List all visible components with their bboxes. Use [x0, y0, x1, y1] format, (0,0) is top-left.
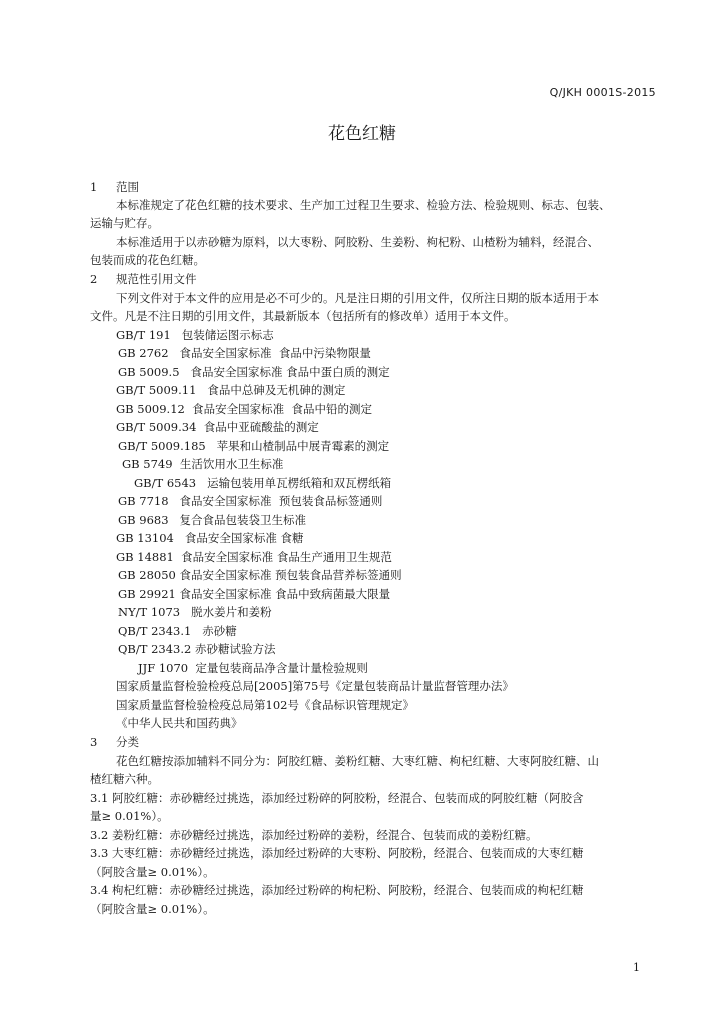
reference-item: GB/T 6543 运输包装用单瓦楞纸箱和双瓦楞纸箱 [134, 476, 392, 490]
reference-item: GB 29921 食品安全国家标准 食品中致病菌最大限量 [118, 587, 391, 601]
paragraph-line: 文件。凡是不注日期的引用文件，其最新版本（包括所有的修改单）适用于本文件。 [90, 309, 516, 323]
section-heading-1 [90, 180, 139, 194]
paragraph-line: 花色红糖按添加辅料不同分为：阿胶红糖、姜粉红糖、大枣红糖、枸杞红糖、大枣阿胶红糖、山 [116, 754, 599, 768]
section-heading-2 [90, 272, 197, 286]
clause-line: 3.2 姜粉红糖：赤砂糖经过挑选，添加经过粉碎的姜粉，经混合、包装而成的姜粉红糖。 [90, 828, 538, 842]
paragraph-line: 楂红糖六种。 [90, 772, 159, 786]
reference-item: GB 14881 食品安全国家标准 食品生产通用卫生规范 [116, 550, 392, 564]
reference-item: GB 9683 复合食品包装袋卫生标准 [118, 513, 307, 527]
paragraph-line: 包装而成的花色红糖。 [90, 253, 205, 267]
standard-code: Q/JKH 0001S-2015 [549, 86, 656, 99]
reference-item: 国家质量监督检验检疫总局[2005]第75号《定量包装商品计量监督管理办法》 [116, 679, 514, 693]
reference-item: JJF 1070 定量包装商品净含量计量检验规则 [138, 661, 368, 675]
clause-line: 量≥ 0.01%）。 [90, 809, 169, 823]
reference-item: 《中华人民共和国药典》 [116, 716, 243, 730]
reference-item: GB 2762 食品安全国家标准 食品中污染物限量 [118, 346, 371, 360]
reference-item: GB/T 5009.11 食品中总砷及无机砷的测定 [116, 383, 346, 397]
reference-item: QB/T 2343.1 赤砂糖 [118, 624, 237, 638]
clause-line: （阿胶含量≥ 0.01%）。 [90, 865, 215, 879]
reference-item: GB/T 5009.185 苹果和山楂制品中展青霉素的测定 [118, 439, 390, 453]
reference-item: GB/T 191 包装储运图示标志 [116, 328, 274, 342]
paragraph-line: 下列文件对于本文件的应用是必不可少的。凡是注日期的引用文件，仅所注日期的版本适用于本 [116, 291, 599, 305]
section-title: 范围 [116, 180, 139, 194]
clause-line: （阿胶含量≥ 0.01%）。 [90, 902, 215, 916]
reference-item: GB 28050 食品安全国家标准 预包装食品营养标签通则 [118, 568, 402, 582]
clause-line: 3.4 枸杞红糖：赤砂糖经过挑选，添加经过粉碎的枸杞粉、阿胶粉，经混合、包装而成的枸杞红糖 [90, 883, 584, 897]
section-number: 1 [90, 180, 98, 194]
reference-item: GB 13104 食品安全国家标准 食糖 [116, 531, 304, 545]
reference-item: GB 5009.12 食品安全国家标准 食品中铅的测定 [116, 402, 372, 416]
clause-line: 3.1 阿胶红糖：赤砂糖经过挑选，添加经过粉碎的阿胶粉，经混合、包装而成的阿胶红糖（阿胶含 [90, 791, 584, 805]
section-heading-3 [90, 735, 139, 749]
paragraph-line: 本标准适用于以赤砂糖为原料，以大枣粉、阿胶粉、生姜粉、枸杞粉、山楂粉为辅料，经混合、 [116, 235, 599, 249]
reference-item: GB 5009.5 食品安全国家标准 食品中蛋白质的测定 [118, 365, 390, 379]
paragraph-line: 运输与贮存。 [90, 216, 159, 230]
section-title: 规范性引用文件 [116, 272, 197, 286]
page-number: 1 [633, 961, 640, 974]
section-number: 3 [90, 735, 98, 749]
document-title: 花色红糖 [328, 124, 396, 144]
reference-item: GB 5749 生活饮用水卫生标准 [122, 457, 284, 471]
section-number: 2 [90, 272, 98, 286]
clause-line: 3.3 大枣红糖：赤砂糖经过挑选，添加经过粉碎的大枣粉、阿胶粉，经混合、包装而成的大枣红糖 [90, 846, 584, 860]
reference-item: GB 7718 食品安全国家标准 预包装食品标签通则 [118, 494, 383, 508]
section-title: 分类 [116, 735, 139, 749]
reference-item: NY/T 1073 脱水姜片和姜粉 [118, 605, 272, 619]
reference-item: GB/T 5009.34 食品中亚硫酸盐的测定 [116, 420, 319, 434]
reference-item: 国家质量监督检验检疫总局第102号《食品标识管理规定》 [116, 698, 414, 712]
paragraph-line: 本标准规定了花色红糖的技术要求、生产加工过程卫生要求、检验方法、检验规则、标志、包装、 [116, 198, 611, 212]
reference-item: QB/T 2343.2 赤砂糖试验方法 [118, 642, 276, 656]
